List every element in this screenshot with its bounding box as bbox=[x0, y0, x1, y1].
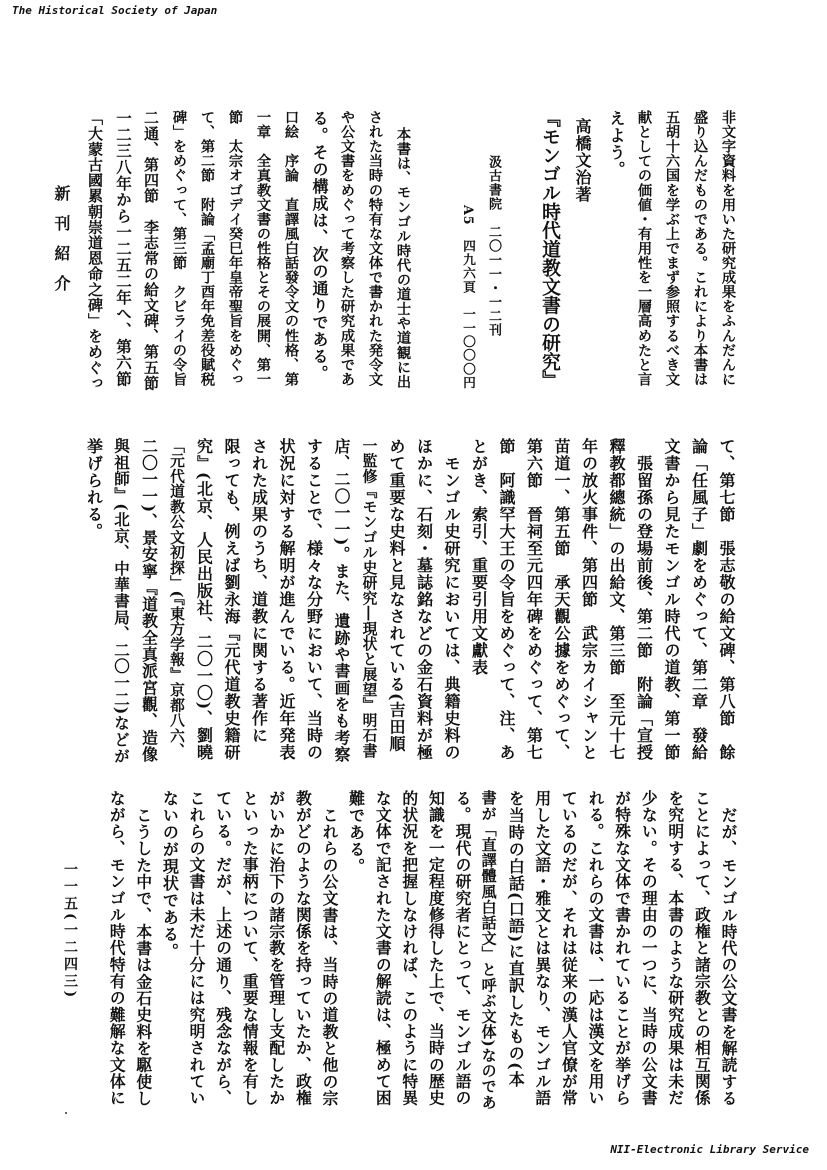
scan-speck bbox=[65, 1112, 67, 1114]
text-line: 二〇一一)、景安寧『道教全真派宮觀、造像 bbox=[139, 438, 159, 763]
book-publisher: 汲古書院 二〇一一・一二刊 bbox=[486, 155, 501, 337]
text-line: 一章 全真教文書の性格とその展開、第一 bbox=[255, 110, 271, 387]
text-line: ている。だが、上述の通り、残念ながら、 bbox=[213, 790, 233, 1107]
footer-service: NII-Electronic Library Service bbox=[610, 1143, 809, 1156]
text-line: る。その構成は、次の通りである。 bbox=[310, 110, 329, 382]
book-title: 『モンゴル時代道教文書の研究』 bbox=[539, 108, 561, 390]
text-line: 第六節 晉祠至元四年碑をめぐって、第七 bbox=[524, 438, 544, 761]
text-line: 限っても、例えば劉永海『元代道教史籍研 bbox=[222, 438, 241, 761]
section-title: 新刊紹介 bbox=[52, 185, 71, 305]
text-line: 五胡十六国を学ぶ上でまず参照するべき文 bbox=[664, 110, 680, 387]
text-line: 年の放火事件、第四節 武宗カイシャンと bbox=[579, 438, 599, 761]
text-line: て、第二節 附論「孟廟丁酉年免差役賦税 bbox=[199, 110, 215, 387]
text-line: が特殊な文体で書かれていることが挙げら bbox=[612, 790, 632, 1107]
text-line: これらの公文書は、当時の道教と他の宗 bbox=[320, 807, 339, 1107]
text-line: これらの文書は未だ十分には究明されてい bbox=[187, 790, 206, 1107]
text-line: 店、二〇一一)。また、遺跡や書画をも考察 bbox=[332, 438, 351, 763]
text-line: 非文字資料を用いた研究成果をふんだんに bbox=[720, 110, 736, 387]
book-author: 高橋文治著 bbox=[573, 118, 592, 203]
text-line: がいかに治下の諸宗教を管理し支配したか bbox=[266, 790, 286, 1107]
text-line: て、第七節 張志敬の給文碑、第八節 餘 bbox=[717, 438, 736, 761]
text-line: 状況に対する解明が進んでいる。近年発表 bbox=[277, 438, 296, 761]
text-line: 節 阿識罕大王の令旨をめぐって、注、あ bbox=[497, 438, 516, 761]
text-line: 書が「直譯體風白話文」と呼ぶ文体)なのであ bbox=[479, 790, 498, 1110]
text-line: ているのだが、それは従来の漢人官僚が常 bbox=[559, 790, 579, 1107]
text-line: された当時の特有な文体で書かれた発令文 bbox=[367, 110, 383, 387]
text-line: 本書は、モンゴル時代の道士や道観に出 bbox=[395, 127, 411, 389]
text-line: 苗道一、第五節 承天觀公據をめぐって、 bbox=[552, 438, 571, 761]
text-line: 文書から見たモンゴル時代の道教、第一節 bbox=[662, 438, 681, 761]
text-line: 一監修『モンゴル史研究―現状と展望』明石書 bbox=[360, 438, 378, 759]
text-line: れる。これらの文書は、一応は漢文を用い bbox=[586, 790, 605, 1107]
text-line: めて重要な史料と見なされている(吉田順 bbox=[387, 438, 406, 753]
text-line: 與祖師』(北京、中華書局、二〇一二)などが bbox=[112, 438, 131, 764]
text-line: を当時の白話(口語)に直訳したもの(本 bbox=[506, 790, 526, 1088]
page-number: 一一五(一二四三) bbox=[62, 862, 78, 1001]
text-line: 盛り込んだものである。これにより本書は bbox=[692, 110, 708, 387]
text-line: ながら、モンゴル時代特有の難解な文体に bbox=[107, 790, 127, 1107]
text-line: 論「任風子」劇をめぐって、第二章 發給 bbox=[689, 438, 709, 761]
text-line: や公文書をめぐって考察した研究成果であ bbox=[339, 110, 355, 387]
text-line: こうした中で、本書は金石史料を駆使し bbox=[133, 807, 153, 1107]
text-line: 的状況を把握しなければ、このように特異 bbox=[399, 790, 419, 1107]
text-line: モンゴル史研究においては、典籍史料の bbox=[442, 455, 461, 761]
header-source: The Historical Society of Japan bbox=[12, 4, 218, 17]
text-line: 「大蒙古國累朝崇道恩命之碑」をめぐっ bbox=[86, 110, 104, 391]
text-line: を究明する、本書のような研究成果は未だ bbox=[665, 790, 685, 1107]
book-format: A5 四九六頁 一一〇〇〇円 bbox=[460, 205, 475, 390]
text-line: することで、様々な分野において、当時の bbox=[304, 438, 324, 761]
text-line: といった事柄について、重要な情報を有し bbox=[240, 790, 260, 1107]
text-line: 碑」をめぐって、第三節 クビライの令旨 bbox=[171, 110, 187, 387]
text-line: えよう。 bbox=[607, 110, 626, 178]
text-line: ほかに、石刻・墓誌銘などの金石資料が極 bbox=[414, 438, 434, 761]
text-line: 張留孫の登場前後、第二節 附論「宣授 bbox=[634, 455, 654, 761]
text-line: 二通、第四節 李志常の給文碑、第五節 bbox=[142, 110, 160, 391]
text-line: 難である。 bbox=[346, 790, 366, 875]
text-line: 教がどのような関係を持っていたか、政権 bbox=[293, 790, 313, 1107]
text-line: な文体で記された文書の解読は、極めて困 bbox=[373, 790, 393, 1107]
text-line: された成果のうち、道教に関する著作に bbox=[249, 438, 269, 744]
text-line: 究』(北京、人民出版社、二〇一〇)、劉曉 bbox=[194, 438, 214, 762]
text-line: 献としての価値・有用性を一層高めたと言 bbox=[636, 110, 652, 387]
text-line: 節 太宗オゴデイ癸巳年皇帝聖旨をめぐっ bbox=[227, 110, 243, 387]
text-line: 挙げられる。 bbox=[84, 438, 104, 540]
text-line: 一二三八年から一二五二年へ、第六節 bbox=[114, 110, 133, 388]
text-line: とがき、索引、重要引用文獻表 bbox=[469, 438, 489, 676]
text-line: る。現代の研究者にとって、モンゴル語の bbox=[453, 790, 472, 1107]
text-line: だが、モンゴル時代の公文書を解読する bbox=[719, 807, 738, 1107]
text-line: 釋教都總統」の出給文、第三節 至元十七 bbox=[607, 438, 626, 761]
text-line: 用した文語・雅文とは異なり、モンゴル語 bbox=[532, 790, 552, 1107]
text-line: ないのが現状である。 bbox=[160, 790, 180, 960]
text-line: ことによって、政権と諸宗教との相互関係 bbox=[692, 790, 712, 1107]
text-line: 知識を一定程度修得した上で、当時の歴史 bbox=[426, 790, 446, 1107]
text-line: 「元代道教公文初探」(『東方学報』京都八六、 bbox=[168, 438, 185, 759]
text-line: 口絵 序論 直譯風白話發令文の性格、第 bbox=[283, 110, 299, 387]
text-line: 少ない。その理由の一つに、当時の公文書 bbox=[639, 790, 659, 1107]
